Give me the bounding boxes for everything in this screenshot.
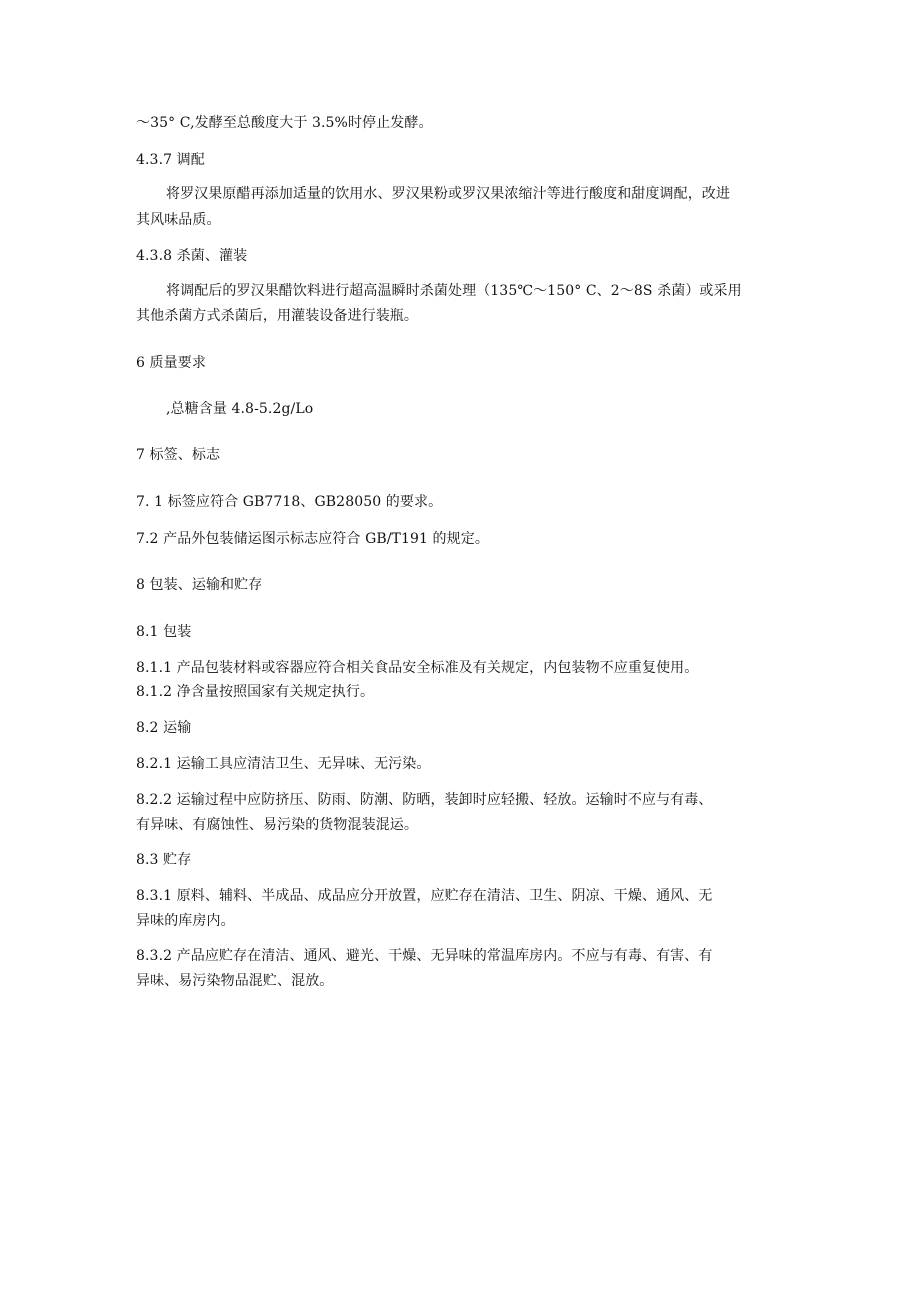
transport-requirement-8-2-1: 8.2.1 运输工具应清洁卫生、无异味、无污染。 — [136, 756, 431, 772]
section-heading-6: 6 质量要求 — [136, 355, 206, 371]
sterilization-paragraph-line-2: 其他杀菌方式杀菌后，用灌装设备进行装瓶。 — [136, 308, 418, 324]
section-heading-8-1: 8.1 包装 — [136, 624, 192, 640]
section-heading-7: 7 标签、标志 — [136, 447, 221, 463]
label-requirement-7-2: 7.2 产品外包装储运图示标志应符合 GB/T191 的规定。 — [136, 531, 489, 547]
storage-requirement-8-3-2-line-2: 异味、易污染物品混贮、混放。 — [136, 973, 334, 989]
section-heading-4-3-7: 4.3.7 调配 — [136, 152, 205, 168]
storage-requirement-8-3-1-line-1: 8.3.1 原料、辅料、半成品、成品应分开放置，应贮存在清洁、卫生、阴凉、干燥、通风、无 — [136, 888, 713, 904]
sterilization-paragraph-line-1: 将调配后的罗汉果醋饮料进行超高温瞬时杀菌处理（135℃～150° C、2～8S 杀菌）或采用 — [166, 283, 742, 299]
label-requirement-7-1: 7. 1 标签应符合 GB7718、GB28050 的要求。 — [136, 494, 443, 510]
transport-requirement-8-2-2-line-1: 8.2.2 运输过程中应防挤压、防雨、防潮、防晒，装卸时应轻搬、轻放。运输时不应与有毒、 — [136, 792, 713, 808]
section-heading-8-2: 8.2 运输 — [136, 720, 192, 736]
storage-requirement-8-3-1-line-2: 异味的库房内。 — [136, 913, 235, 929]
packaging-requirement-8-1-2: 8.1.2 净含量按照国家有关规定执行。 — [136, 684, 375, 700]
section-heading-8: 8 包装、运输和贮存 — [136, 577, 263, 593]
blending-paragraph-line-1: 将罗汉果原醋再添加适量的饮用水、罗汉果粉或罗汉果浓缩汁等进行酸度和甜度调配，改进 — [166, 186, 730, 202]
transport-requirement-8-2-2-line-2: 有异味、有腐蚀性、易污染的货物混装混运。 — [136, 817, 418, 833]
section-heading-8-3: 8.3 贮存 — [136, 852, 192, 868]
storage-requirement-8-3-2-line-1: 8.3.2 产品应贮存在清洁、通风、避光、干燥、无异味的常温库房内。不应与有毒、有害、有 — [136, 948, 713, 964]
quality-requirement-text: ,总糖含量 4.8-5.2g/Lo — [166, 401, 314, 417]
blending-paragraph-line-2: 其风味品质。 — [136, 212, 221, 228]
packaging-requirement-8-1-1: 8.1.1 产品包装材料或容器应符合相关食品安全标准及有关规定，内包装物不应重复使用。 — [136, 660, 699, 676]
fermentation-end-text: ～35° C,发酵至总酸度大于 3.5%时停止发酵。 — [136, 115, 433, 131]
section-heading-4-3-8: 4.3.8 杀菌、灌装 — [136, 248, 248, 264]
